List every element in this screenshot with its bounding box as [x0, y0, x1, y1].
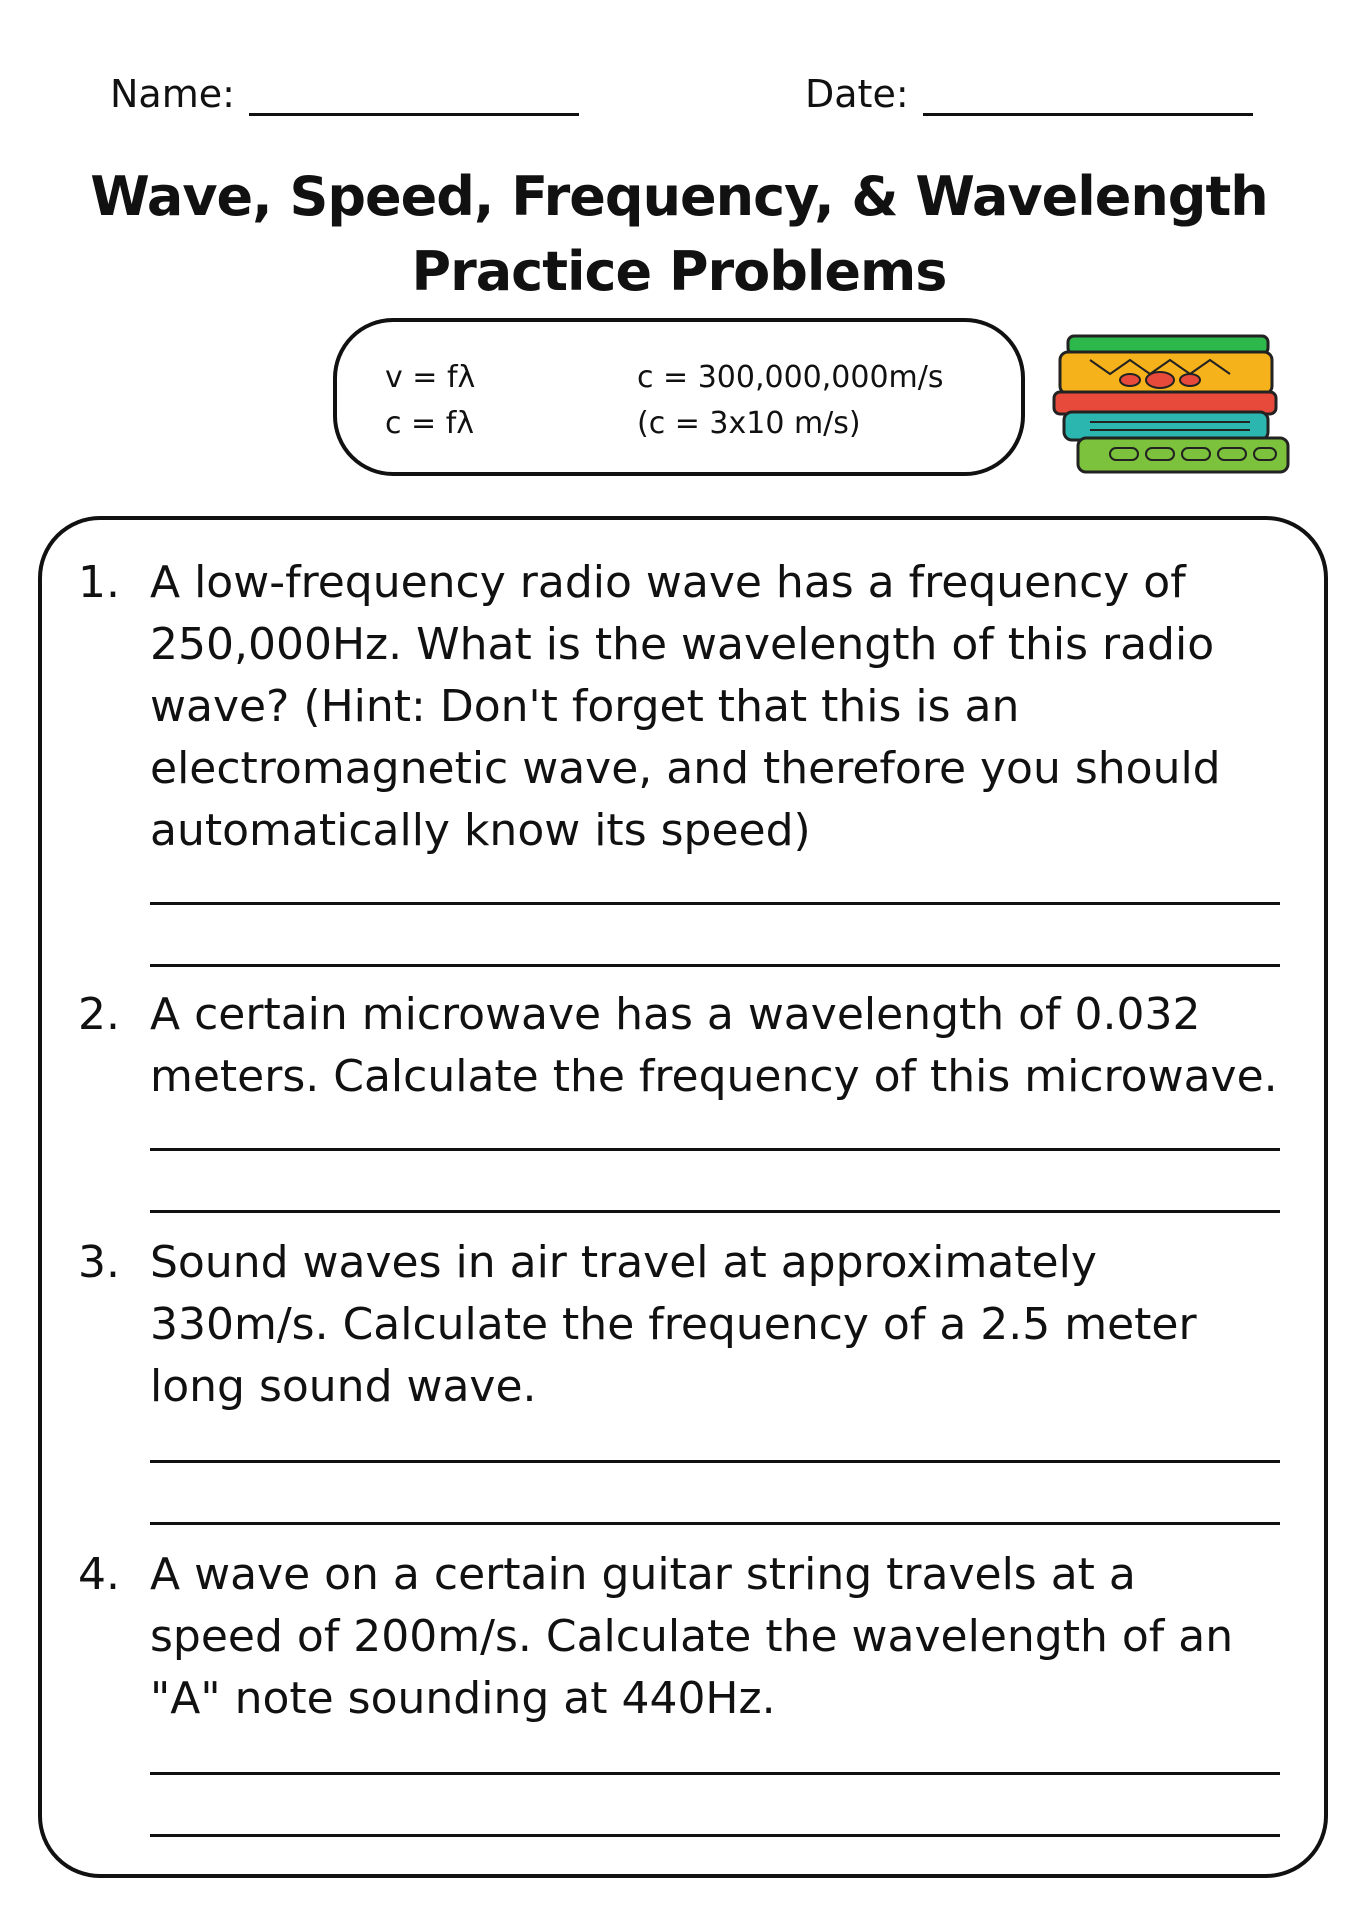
answer-line[interactable] — [150, 1460, 1280, 1463]
answer-line[interactable] — [150, 1834, 1280, 1837]
answer-line[interactable] — [150, 1772, 1280, 1775]
problems-box — [38, 516, 1328, 1878]
formula-light-speed: c = fλ — [385, 406, 475, 441]
problem-number: 1. — [78, 557, 120, 608]
problem-text: A wave on a certain guitar string travels at a speed of 200m/s. Calculate the wavelength of an "A" note sounding at 440Hz. — [150, 1549, 1234, 1724]
books-stack-icon — [1050, 330, 1292, 480]
page-title: Wave, Speed, Frequency, & Wavelength — [90, 165, 1268, 228]
speed-of-light-value: c = 300,000,000m/s — [637, 360, 944, 395]
answer-line[interactable] — [150, 964, 1280, 967]
date-input-line[interactable] — [923, 73, 1253, 116]
problem-text: A low-frequency radio wave has a frequency of 250,000Hz. What is the wavelength of this radio wave? (Hint: Don't forget that this is an electromagnetic wave, and therefore you should automatically know its speed) — [150, 557, 1221, 856]
problem-number: 3. — [78, 1237, 120, 1288]
problem-number: 4. — [78, 1549, 120, 1600]
answer-line[interactable] — [150, 1522, 1280, 1525]
name-field[interactable] — [110, 72, 579, 116]
answer-line[interactable] — [150, 1210, 1280, 1213]
date-field[interactable] — [805, 72, 1253, 116]
page-subtitle: Practice Problems — [411, 240, 947, 303]
problem-text: A certain microwave has a wavelength of 0.032 meters. Calculate the frequency of this microwave. — [150, 989, 1278, 1102]
answer-line[interactable] — [150, 902, 1280, 905]
answer-line[interactable] — [150, 1148, 1280, 1151]
problem-number: 2. — [78, 989, 120, 1040]
name-label: Name: — [110, 72, 235, 116]
formula-box — [333, 318, 1025, 476]
formula-wave-speed: v = fλ — [385, 360, 476, 395]
date-label: Date: — [805, 72, 909, 116]
speed-of-light-scientific: (c = 3x10 m/s) — [637, 406, 861, 441]
problem-text: Sound waves in air travel at approximately 330m/s. Calculate the frequency of a 2.5 meter long sound wave. — [150, 1237, 1197, 1412]
name-input-line[interactable] — [249, 73, 579, 116]
